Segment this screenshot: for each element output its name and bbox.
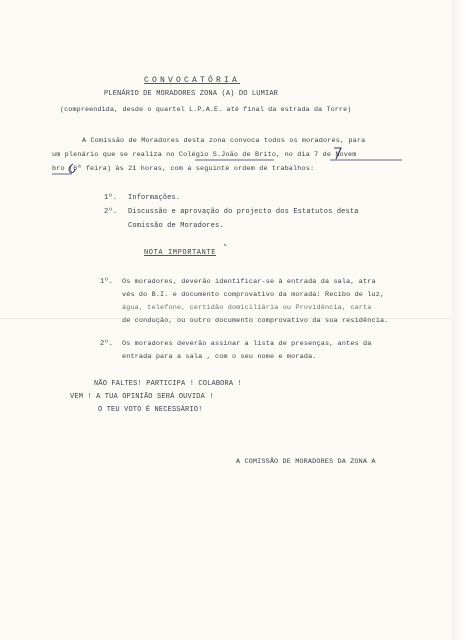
note-1-line-2: vés do B.I. e documento comprovativo da morada: Recibo de luz, xyxy=(122,291,385,299)
note-1-line-3: água, telefone, certidão domiciliária ou Providência, carta xyxy=(122,304,372,312)
scan-edge xyxy=(452,0,466,640)
note-2-number: 2º. xyxy=(100,340,114,348)
agenda-item-1-text: Informações. xyxy=(128,194,181,202)
paragraph-line-2: um plenário que se realiza no Colégio S.João de Brito, no dia 7 de Novem xyxy=(52,151,357,159)
agenda-item-1-number: 1º. xyxy=(104,194,118,202)
note-heading: NOTA IMPORTANTE xyxy=(144,249,217,257)
note-1-number: 1º. xyxy=(100,278,114,286)
document-subtitle: PLENÁRIO DE MORADORES ZONA (A) DO LUMIAR xyxy=(104,90,279,98)
note-2-line-2: entrada para a sala , com o seu nome e morada. xyxy=(122,353,317,361)
location-note: (compreendida, desde o quartel L.P.A.E. até final da estrada da Torre) xyxy=(60,106,352,114)
note-1-line-4: de condução, ou outro documento comprovativo da sua residência. xyxy=(122,317,389,325)
note-1-line-1: Os moradores, deverão identificar-se à entrada da sala, atra xyxy=(122,278,376,286)
paragraph-line-1: A Comissão de Moradores desta zona convoca todos os moradores, para xyxy=(82,137,366,145)
paragraph-line-3: bro (6ª feira) às 21 horas, com a seguinte ordem de trabalhos: xyxy=(52,165,315,173)
note-2-line-1: Os moradores deverão assinar a lista de presenças, antes da xyxy=(122,340,372,348)
agenda-item-2-number: 2º. xyxy=(104,208,118,216)
slogan-line-1: NÃO FALTES! PARTICIPA ! COLABORA ! xyxy=(94,380,242,388)
slogan-line-3: O TEU VOTO É NECESSÁRIO! xyxy=(98,406,203,414)
signature-line: A COMISSÃO DE MORADORES DA ZONA A xyxy=(236,458,376,466)
document-title: CONVOCATÓRIA xyxy=(144,76,241,85)
agenda-item-2-text-line-1: Discussão e aprovação do projecto dos Estatutos desta xyxy=(128,208,359,216)
agenda-item-2-text-line-2: Comissão de Moradores. xyxy=(128,222,224,230)
slogan-line-2: VEM ! A TUA OPINIÃO SERÁ OUVIDA ! xyxy=(70,393,214,401)
